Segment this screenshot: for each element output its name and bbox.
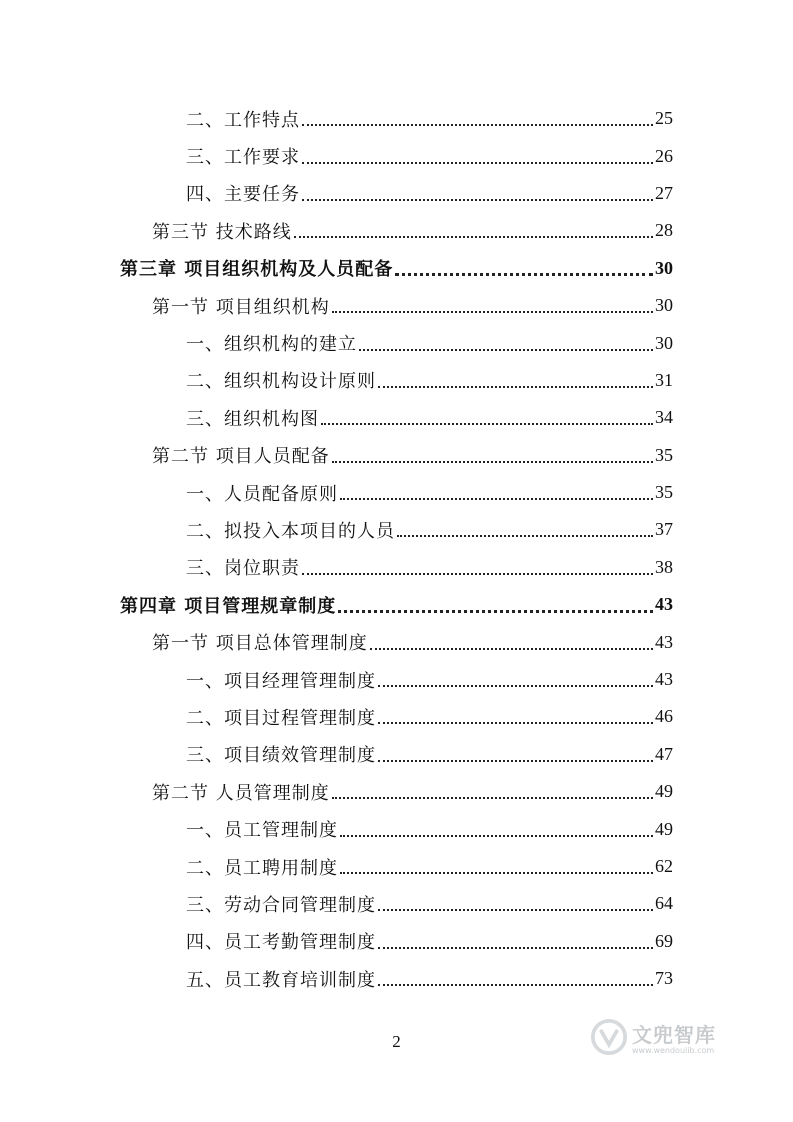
- table-of-contents: [0, 100, 793, 997]
- toc-dot-leader: [378, 983, 653, 986]
- toc-entry[interactable]: [0, 212, 793, 249]
- toc-entry-title: 二、员工聘用制度: [186, 857, 338, 879]
- toc-entry-page: 30: [655, 295, 673, 316]
- toc-entry-page: 38: [655, 556, 673, 577]
- toc-entry-title: 三、组织机构图: [186, 408, 319, 430]
- toc-entry[interactable]: [0, 960, 793, 997]
- toc-entry[interactable]: [0, 736, 793, 773]
- toc-dot-leader: [332, 310, 653, 313]
- toc-entry-page: 26: [655, 145, 673, 166]
- toc-dot-leader: [378, 946, 653, 949]
- toc-dot-leader: [302, 123, 653, 126]
- toc-entry-title: 一、组织机构的建立: [186, 334, 357, 356]
- toc-entry[interactable]: [0, 250, 793, 287]
- toc-entry-title: 第三章 项目组织机构及人员配备: [120, 259, 394, 281]
- toc-entry[interactable]: [0, 474, 793, 511]
- toc-entry-page: 43: [655, 669, 673, 690]
- toc-entry-page: 73: [655, 968, 673, 989]
- toc-dot-leader: [395, 272, 653, 276]
- toc-entry-title: 五、员工教育培训制度: [186, 969, 376, 991]
- toc-entry-page: 30: [655, 332, 673, 353]
- watermark-url: www.wendoulib.com: [632, 1046, 715, 1055]
- toc-entry-page: 64: [655, 893, 673, 914]
- toc-entry[interactable]: [0, 623, 793, 660]
- watermark: [590, 1018, 716, 1056]
- toc-entry[interactable]: [0, 137, 793, 174]
- toc-entry-title: 四、员工考勤管理制度: [186, 932, 376, 954]
- toc-entry[interactable]: [0, 437, 793, 474]
- toc-entry-page: 46: [655, 706, 673, 727]
- toc-entry-title: 一、人员配备原则: [186, 483, 338, 505]
- toc-entry-page: 47: [655, 743, 673, 764]
- toc-dot-leader: [340, 834, 653, 837]
- toc-entry-page: 35: [655, 444, 673, 465]
- toc-entry[interactable]: [0, 399, 793, 436]
- toc-dot-leader: [359, 348, 653, 351]
- toc-dot-leader: [378, 759, 653, 762]
- watermark-name: 文兜智库: [632, 1023, 716, 1047]
- toc-entry[interactable]: [0, 661, 793, 698]
- toc-entry-title: 二、拟投入本项目的人员: [186, 520, 395, 542]
- toc-entry-title: 一、员工管理制度: [186, 820, 338, 842]
- toc-entry-page: 43: [655, 631, 673, 652]
- toc-dot-leader: [378, 721, 653, 724]
- toc-entry[interactable]: [0, 923, 793, 960]
- toc-entry-page: 49: [655, 818, 673, 839]
- toc-entry-title: 第二节 人员管理制度: [152, 782, 330, 804]
- toc-entry[interactable]: [0, 100, 793, 137]
- toc-entry-title: 二、组织机构设计原则: [186, 371, 376, 393]
- toc-entry-title: 四、主要任务: [186, 184, 300, 206]
- toc-entry-title: 第一节 项目总体管理制度: [152, 633, 368, 655]
- toc-entry-page: 49: [655, 781, 673, 802]
- toc-entry[interactable]: [0, 885, 793, 922]
- toc-entry-page: 69: [655, 930, 673, 951]
- toc-entry[interactable]: [0, 698, 793, 735]
- toc-entry-title: 三、劳动合同管理制度: [186, 894, 376, 916]
- toc-entry[interactable]: [0, 549, 793, 586]
- toc-dot-leader: [321, 422, 653, 425]
- toc-entry-page: 30: [655, 257, 673, 278]
- toc-entry-title: 第一节 项目组织机构: [152, 296, 330, 318]
- toc-dot-leader: [340, 497, 653, 500]
- toc-dot-leader: [378, 908, 653, 911]
- toc-entry-page: 31: [655, 369, 673, 390]
- toc-entry-page: 27: [655, 182, 673, 203]
- toc-dot-leader: [397, 534, 653, 537]
- toc-entry[interactable]: [0, 511, 793, 548]
- toc-entry-title: 二、工作特点: [186, 109, 300, 131]
- toc-entry-title: 三、项目绩效管理制度: [186, 745, 376, 767]
- toc-entry-page: 28: [655, 220, 673, 241]
- toc-dot-leader: [378, 385, 653, 388]
- toc-entry-page: 62: [655, 856, 673, 876]
- toc-dot-leader: [378, 684, 653, 687]
- toc-dot-leader: [332, 796, 653, 799]
- toc-entry-title: 第四章 项目管理规章制度: [120, 595, 337, 617]
- toc-entry-page: 37: [655, 519, 673, 540]
- toc-entry-title: 二、项目过程管理制度: [186, 707, 376, 729]
- toc-dot-leader: [302, 198, 653, 201]
- toc-entry[interactable]: [0, 175, 793, 212]
- toc-entry-title: 一、项目经理管理制度: [186, 670, 376, 692]
- toc-entry[interactable]: [0, 324, 793, 361]
- toc-entry[interactable]: [0, 362, 793, 399]
- toc-dot-leader: [302, 572, 653, 575]
- toc-entry[interactable]: [0, 810, 793, 847]
- toc-dot-leader: [332, 460, 653, 463]
- toc-entry-page: 35: [655, 482, 673, 503]
- toc-entry[interactable]: [0, 586, 793, 623]
- toc-dot-leader: [294, 235, 653, 238]
- toc-entry-title: 三、工作要求: [186, 147, 300, 169]
- toc-entry[interactable]: [0, 287, 793, 324]
- page-number: 2: [392, 1032, 401, 1051]
- toc-entry-title: 第三节 技术路线: [152, 221, 292, 243]
- toc-entry[interactable]: [0, 773, 793, 810]
- toc-dot-leader: [338, 609, 653, 613]
- toc-dot-leader: [302, 161, 653, 164]
- toc-entry-title: 第二节 项目人员配备: [152, 446, 330, 468]
- toc-entry-title: 三、岗位职责: [186, 558, 300, 580]
- toc-dot-leader: [340, 871, 653, 874]
- toc-dot-leader: [370, 647, 653, 650]
- toc-entry[interactable]: [0, 848, 793, 885]
- toc-entry-page: 25: [655, 108, 673, 129]
- toc-entry-page: 34: [655, 407, 673, 428]
- wendou-logo-icon: [590, 1018, 628, 1056]
- toc-entry-page: 43: [655, 594, 673, 615]
